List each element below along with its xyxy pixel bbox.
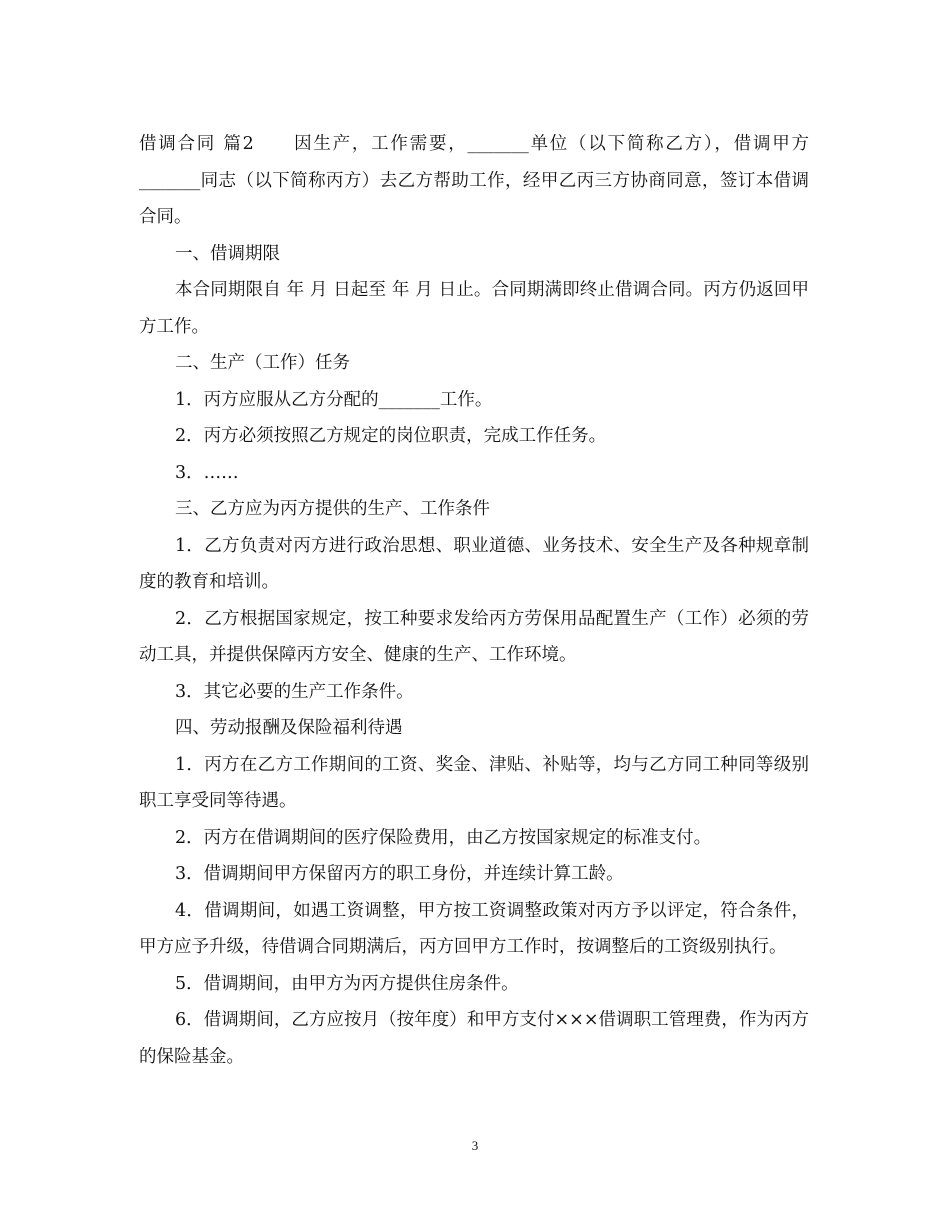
list-item: 1．丙方应服从乙方分配的_______工作。 [175, 389, 493, 410]
section-heading-tasks: 二、生产（工作）任务 [175, 353, 350, 373]
list-item: 5．借调期间，由甲方为丙方提供住房条件。 [175, 973, 519, 994]
page-number: 3 [471, 1138, 479, 1153]
list-item: 2．乙方根据国家规定，按工种要求发给丙方劳保用品配置生产（工作）必须的劳动工具，并提供保障丙方安全、健康的生产、工作环境。 [139, 608, 809, 665]
list-item: 2．丙方必须按照乙方规定的岗位职责，完成工作任务。 [175, 426, 607, 446]
section-heading-conditions: 三、乙方应为丙方提供的生产、工作条件 [175, 499, 490, 519]
list-item: 3．其它必要的生产工作条件。 [175, 681, 414, 702]
list-item: 4．借调期间，如遇工资调整，甲方按工资调整政策对丙方予以评定，符合条件，甲方应予升级，待借调合同期满后，丙方回甲方工作时，按调整后的工资级别执行。 [139, 900, 809, 957]
paragraph-intro: 借调合同 篇2 因生产，工作需要，_______单位（以下简称乙方），借调甲方_______同志（以下简称丙方）去乙方帮助工作，经甲乙丙三方协商同意，签订本借调合同。 [139, 134, 809, 227]
document-body [139, 126, 809, 1075]
section-heading-term: 一、借调期限 [175, 243, 280, 264]
list-item: 1．乙方负责对丙方进行政治思想、职业道德、业务技术、安全生产及各种规章制度的教育和培训。 [139, 535, 809, 592]
paragraph-term: 本合同期限自 年 月 日起至 年 月 日止。合同期满即终止借调合同。丙方仍返回甲方工作。 [139, 280, 809, 337]
list-item: 3．…… [175, 462, 239, 483]
list-item: 2．丙方在借调期间的医疗保险费用，由乙方按国家规定的标准支付。 [175, 827, 712, 848]
list-item: 3．借调期间甲方保留丙方的职工身份，并连续计算工龄。 [175, 864, 624, 884]
list-item: 6．借调期间，乙方应按月（按年度）和甲方支付×××借调职工管理费，作为丙方的保险基金。 [139, 1010, 809, 1067]
section-heading-remuneration: 四、劳动报酬及保险福利待遇 [175, 718, 403, 738]
list-item: 1．丙方在乙方工作期间的工资、奖金、津贴、补贴等，均与乙方同工种同等级别职工享受同等待遇。 [139, 754, 809, 811]
